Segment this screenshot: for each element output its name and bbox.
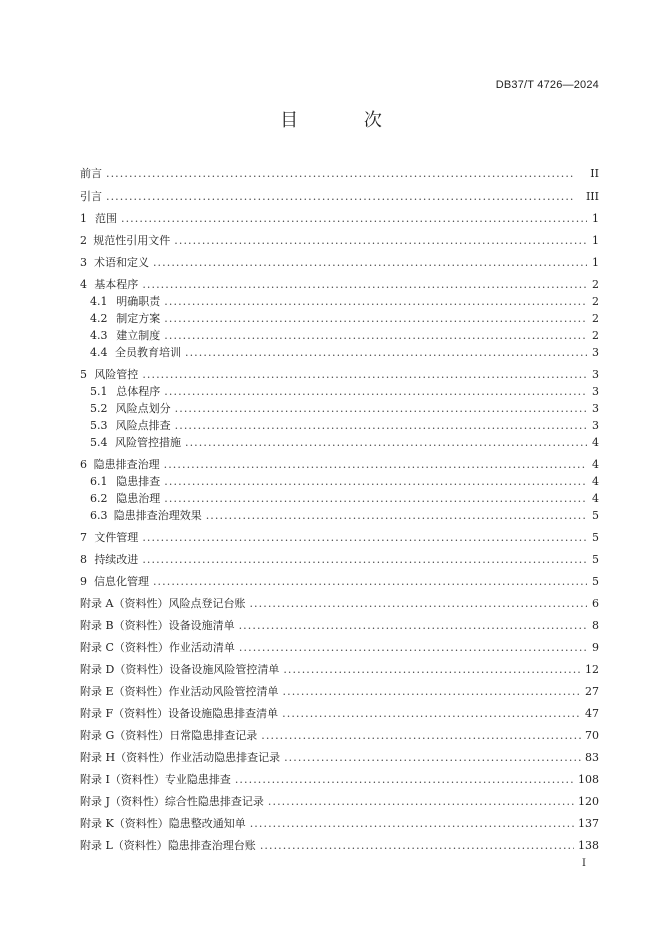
toc-entry[interactable]: [80, 255, 599, 271]
toc-dot-leader: [249, 596, 587, 612]
toc-entry-label: 前言: [80, 167, 102, 180]
toc-dot-leader: [164, 474, 587, 490]
toc-entry-page: 2: [592, 295, 599, 308]
toc-entry[interactable]: [90, 491, 599, 507]
toc-entry[interactable]: [80, 816, 599, 832]
toc-entry-number: 附录 H（资料性）: [80, 751, 171, 764]
toc-entry-label: 持续改进: [94, 553, 139, 566]
toc-dot-leader: [121, 211, 587, 227]
toc-entry-page: 6: [592, 597, 599, 610]
toc-entry-number: 附录 G（资料性）: [80, 729, 170, 742]
toc-dot-leader: [282, 706, 581, 722]
toc-entry-label: 隐患治理: [116, 492, 161, 505]
toc-entry-page: 1: [592, 256, 599, 269]
toc-entry-number: 3: [80, 256, 87, 269]
toc-entry-number: 5.4: [90, 436, 108, 449]
toc-entry[interactable]: [80, 684, 599, 700]
toc-dot-leader: [175, 401, 587, 417]
toc-entry[interactable]: [80, 530, 599, 546]
toc-entry-label: 设备设施风险管控清单: [169, 663, 280, 676]
toc-entry[interactable]: [90, 401, 599, 417]
toc-entry-label: 明确职责: [116, 295, 161, 308]
toc-entry-number: 5.1: [90, 385, 108, 398]
toc-entry-label: 隐患整改通知单: [168, 817, 246, 830]
toc-dot-leader: [175, 418, 587, 434]
toc-entry-page: 83: [585, 751, 599, 764]
toc-entry-number: 6: [80, 458, 87, 471]
toc-dot-leader: [142, 277, 587, 293]
toc-entry-label: 作业活动清单: [168, 641, 235, 654]
toc-dot-leader: [106, 166, 586, 182]
toc-dot-leader: [235, 772, 574, 788]
toc-entry-page: 8: [592, 619, 599, 632]
toc-entry-page: 3: [592, 402, 599, 415]
page-folio: I: [582, 858, 586, 869]
toc-entry-page: 5: [592, 575, 599, 588]
toc-entry-page: 4: [592, 475, 599, 488]
toc-entry-page: 4: [592, 436, 599, 449]
toc-dot-leader: [142, 530, 587, 546]
toc-dot-leader: [174, 233, 587, 249]
toc-entry-number: 1: [80, 212, 87, 225]
toc-entry[interactable]: [90, 294, 599, 310]
toc-entry[interactable]: [80, 640, 599, 656]
toc-dot-leader: [268, 794, 574, 810]
toc-entry-label: 风险点登记台账: [168, 597, 246, 610]
toc-entry-number: 6.1: [90, 475, 108, 488]
toc-dot-leader: [250, 816, 574, 832]
toc-entry-number: 附录 D（资料性）: [80, 663, 170, 676]
toc-entry-number: 4.1: [90, 295, 108, 308]
toc-entry[interactable]: [80, 166, 599, 182]
toc-dot-leader: [153, 255, 587, 271]
toc-entry-page: 1: [592, 234, 599, 247]
toc-entry[interactable]: [80, 211, 599, 227]
toc-entry[interactable]: [80, 750, 599, 766]
toc-dot-leader: [164, 491, 587, 507]
toc-entry-label: 范围: [95, 212, 117, 225]
toc-entry-label: 隐患排查: [116, 475, 161, 488]
toc-entry-number: 9: [80, 575, 87, 588]
toc-entry-page: 47: [585, 707, 599, 720]
toc-entry-number: 附录 E（资料性）: [80, 685, 169, 698]
toc-entry-number: 6.2: [90, 492, 108, 505]
toc-entry-number: 4.4: [90, 346, 108, 359]
toc-entry-number: 附录 F（资料性）: [80, 707, 169, 720]
toc-entry[interactable]: [80, 457, 599, 473]
toc-dot-leader: [164, 294, 587, 310]
toc-entry-label: 作业活动风险管控清单: [168, 685, 279, 698]
toc-entry-page: 5: [592, 553, 599, 566]
toc-entry-page: 4: [592, 492, 599, 505]
toc-entry-number: 附录 L（资料性）: [80, 839, 168, 852]
toc-entry-page: 120: [578, 795, 599, 808]
toc-entry-label: 设备设施清单: [168, 619, 235, 632]
toc-entry-label: 专业隐患排查: [164, 773, 231, 786]
toc-entry-label: 建立制度: [116, 329, 161, 342]
toc-entry-label: 全员教育培训: [115, 346, 181, 359]
toc-entry-number: 附录 B（资料性）: [80, 619, 169, 632]
toc-entry-number: 4.2: [90, 312, 108, 325]
toc-dot-leader: [283, 684, 581, 700]
toc-dot-leader: [284, 750, 581, 766]
toc-entry-number: 附录 C（资料性）: [80, 641, 169, 654]
toc-dot-leader: [239, 618, 587, 634]
toc-entry[interactable]: [80, 596, 599, 612]
toc-entry-page: 108: [578, 773, 599, 786]
toc-entry-number: 2: [80, 234, 87, 247]
toc-entry[interactable]: [90, 311, 599, 327]
toc-entry[interactable]: [80, 189, 599, 205]
toc-entry-label: 风险点划分: [115, 402, 171, 415]
toc-entry-label: 制定方案: [116, 312, 161, 325]
toc-entry[interactable]: [90, 328, 599, 344]
toc-entry-label: 隐患排查治理台账: [167, 839, 256, 852]
toc-entry-page: 3: [592, 419, 599, 432]
toc-dot-leader: [261, 728, 581, 744]
toc-entry-page: 27: [585, 685, 599, 698]
toc-entry-label: 综合性隐患排查记录: [164, 795, 264, 808]
toc-entry[interactable]: [90, 435, 599, 451]
toc-entry-page: 1: [592, 212, 599, 225]
toc-entry-page: 137: [578, 817, 599, 830]
toc-entry-page: II: [590, 167, 599, 180]
toc-entry-number: 附录 I（资料性）: [80, 773, 165, 786]
toc-entry-number: 5: [80, 368, 87, 381]
toc-entry-page: 9: [592, 641, 599, 654]
toc-entry[interactable]: [80, 706, 599, 722]
toc-dot-leader: [185, 435, 587, 451]
toc-dot-leader: [185, 345, 587, 361]
toc-entry[interactable]: [80, 772, 599, 788]
toc-entry-page: 3: [592, 385, 599, 398]
toc-entry[interactable]: [80, 574, 599, 590]
toc-entry-number: 5.3: [90, 419, 108, 432]
toc-entry[interactable]: [80, 277, 599, 293]
toc-entry-label: 基本程序: [94, 278, 139, 291]
toc-entry-page: 70: [585, 729, 599, 742]
toc-entry-page: 12: [585, 663, 599, 676]
toc-dot-leader: [164, 457, 587, 473]
toc-entry-label: 文件管理: [94, 531, 139, 544]
toc-dot-leader: [206, 508, 587, 524]
toc-entry-page: 3: [592, 368, 599, 381]
toc-entry[interactable]: [90, 474, 599, 490]
toc-entry-page: 3: [592, 346, 599, 359]
toc-entry-label: 风险点排查: [115, 419, 171, 432]
toc-entry-number: 4.3: [90, 329, 108, 342]
toc-entry[interactable]: [90, 418, 599, 434]
toc-entry-label: 信息化管理: [93, 575, 149, 588]
toc-entry[interactable]: [80, 552, 599, 568]
toc-dot-leader: [260, 838, 574, 854]
toc-entry-page: III: [585, 190, 599, 203]
toc-entry-label: 总体程序: [116, 385, 161, 398]
toc-entry-number: 8: [80, 553, 87, 566]
toc-entry[interactable]: [90, 508, 599, 524]
toc-entry-label: 规范性引用文件: [93, 234, 171, 247]
toc-entry-page: 5: [592, 531, 599, 544]
toc-entry-label: 作业活动隐患排查记录: [170, 751, 281, 764]
toc-entry[interactable]: [80, 662, 599, 678]
toc-entry-number: 5.2: [90, 402, 108, 415]
toc-entry-page: 138: [578, 839, 599, 852]
toc-entry-label: 日常隐患排查记录: [169, 729, 258, 742]
toc-entry-label: 术语和定义: [93, 256, 149, 269]
toc-entry-number: 6.3: [90, 509, 108, 522]
toc-entry-label: 隐患排查治理效果: [113, 509, 202, 522]
toc-entry-label: 设备设施隐患排查清单: [168, 707, 279, 720]
toc-entry[interactable]: [90, 345, 599, 361]
document-number: DB37/T 4726—2024: [495, 79, 599, 91]
toc-entry[interactable]: [80, 618, 599, 634]
toc-dot-leader: [164, 328, 587, 344]
toc-entry-page: 2: [592, 312, 599, 325]
toc-entry-number: 4: [80, 278, 87, 291]
toc-entry-number: 附录 K（资料性）: [80, 817, 169, 830]
toc-entry-number: 附录 J（资料性）: [80, 795, 165, 808]
toc-entry-number: 附录 A（资料性）: [80, 597, 169, 610]
toc-dot-leader: [164, 311, 587, 327]
toc-entry-label: 隐患排查治理: [93, 458, 160, 471]
toc-entry-page: 2: [592, 278, 599, 291]
toc-entry-label: 引言: [80, 190, 102, 203]
toc-entry-page: 2: [592, 329, 599, 342]
toc-dot-leader: [283, 662, 581, 678]
toc-entry[interactable]: [80, 233, 599, 249]
toc-entry-label: 风险管控: [94, 368, 139, 381]
toc-dot-leader: [239, 640, 587, 656]
toc-entry-page: 5: [592, 509, 599, 522]
toc-entry-number: 7: [80, 531, 87, 544]
toc-dot-leader: [164, 384, 587, 400]
toc-entry[interactable]: [80, 838, 599, 854]
toc-entry[interactable]: [80, 728, 599, 744]
toc-dot-leader: [142, 552, 587, 568]
toc-dot-leader: [106, 189, 582, 205]
toc-entry-page: 4: [592, 458, 599, 471]
page-title: 目 次: [280, 110, 412, 131]
toc-dot-leader: [153, 574, 587, 590]
toc-entry[interactable]: [80, 367, 599, 383]
toc-entry[interactable]: [80, 794, 599, 810]
toc-entry[interactable]: [90, 384, 599, 400]
toc-dot-leader: [142, 367, 587, 383]
toc-entry-label: 风险管控措施: [115, 436, 181, 449]
